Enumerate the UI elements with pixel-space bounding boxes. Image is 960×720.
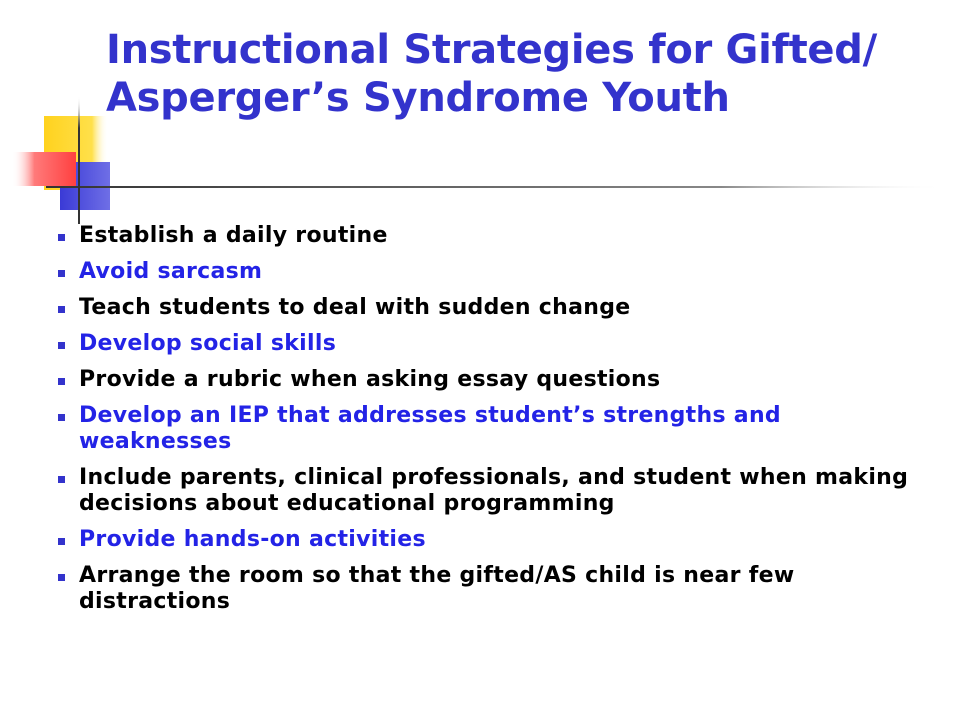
bullet-text: Avoid sarcasm	[79, 259, 263, 284]
bullet-item	[0, 367, 960, 393]
bullet-text: Arrange the room so that the gifted/AS child is near few distractions	[79, 563, 795, 614]
bullet-text: Develop an IEP that addresses student’s strengths and weaknesses	[79, 403, 781, 454]
vertical-rule	[78, 96, 80, 224]
horizontal-rule	[46, 186, 946, 188]
bullet-item	[0, 527, 960, 553]
bullet-text: Teach students to deal with sudden change	[79, 295, 631, 320]
slide-title: Instructional Strategies for Gifted/ Asperger’s Syndrome Youth	[106, 27, 877, 121]
red-bar	[12, 152, 76, 186]
bullet-item	[0, 563, 960, 615]
bullet-marker-icon	[58, 342, 65, 349]
bullet-text: Provide hands-on activities	[79, 527, 426, 552]
bullet-item	[0, 259, 960, 285]
bullet-marker-icon	[58, 306, 65, 313]
bullet-item	[0, 331, 960, 357]
bullet-list	[0, 223, 960, 625]
bullet-marker-icon	[58, 378, 65, 385]
bullet-item	[0, 223, 960, 249]
bullet-marker-icon	[58, 476, 65, 483]
bullet-marker-icon	[58, 574, 65, 581]
bullet-text: Include parents, clinical professionals, and student when making decisions about educational programming	[79, 465, 909, 516]
bullet-marker-icon	[58, 414, 65, 421]
bullet-marker-icon	[58, 270, 65, 277]
bullet-text: Provide a rubric when asking essay questions	[79, 367, 661, 392]
bullet-text: Establish a daily routine	[79, 223, 388, 248]
bullet-item	[0, 465, 960, 517]
bullet-marker-icon	[58, 234, 65, 241]
bullet-item	[0, 295, 960, 321]
bullet-text: Develop social skills	[79, 331, 337, 356]
bullet-marker-icon	[58, 538, 65, 545]
bullet-item	[0, 403, 960, 455]
